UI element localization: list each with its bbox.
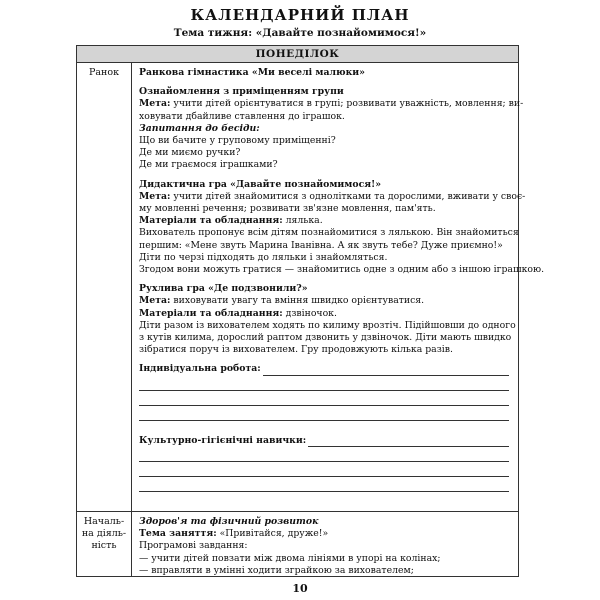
day-header: ПОНЕДІЛОК — [77, 46, 518, 63]
questions-label: Запитання до бесіди: — [139, 122, 260, 134]
familiarization-goal-cont: ховувати дбайливе ставлення до іграшок. — [139, 110, 345, 122]
column-divider — [131, 63, 132, 577]
page-number: 10 — [292, 582, 308, 595]
week-theme-value: «Давайте познайомимося!» — [255, 27, 427, 39]
question-item: Де ми миємо ручки? — [139, 147, 241, 159]
didactic-game-text: першим: «Мене звуть Марина Іванівна. А як звуть тебе? Дуже приємно!» — [139, 239, 503, 251]
didactic-game-materials: Матеріали та обладнання: лялька. — [139, 215, 323, 227]
active-game-text: зібратися поруч із вихователем. Гру продовжують кілька разів. — [139, 344, 453, 356]
active-game-heading: Рухлива гра «Де подзвонили?» — [139, 283, 308, 295]
hygiene-skills-field[interactable] — [139, 435, 509, 447]
plan-table — [76, 45, 545, 577]
morning-content — [139, 67, 545, 492]
row-divider — [77, 511, 518, 512]
hygiene-skills-label: Культурно-гігієнічні навички: — [139, 434, 307, 446]
familiarization-heading: Ознайомлення з приміщенням групи — [139, 86, 344, 98]
didactic-game-goal-cont: му мовленні речення; розвивати зв'язне мовлення, пам'ять. — [139, 203, 436, 215]
active-game-text: з кутів килима, дорослий раптом дзвонить у дзвіночок. Діти мають швидко — [139, 332, 512, 344]
lesson-tasks-label: Програмові завдання: — [139, 540, 248, 552]
week-theme-label: Тема тижня: — [173, 27, 253, 39]
lesson-task: — вправляти в умінні ходити зграйкою за вихователем; — [139, 564, 414, 576]
didactic-game-text: Вихователь пропонує всім дітям познайомитися з лялькою. Він знайомиться — [139, 227, 519, 239]
question-item: Де ми граємося іграшками? — [139, 159, 278, 171]
individual-work-label: Індивідуальна робота: — [139, 363, 261, 375]
individual-work-line[interactable] — [139, 376, 509, 391]
week-theme — [0, 27, 600, 39]
didactic-game-text: Згодом вони можуть гратися — знайомитись одне з одним або з іншою іграшкою. — [139, 264, 545, 276]
didactic-game-goal: Мета: учити дітей знайомитися з однолітками та дорослими, вживати у своє- — [139, 190, 526, 202]
page-title: КАЛЕНДАРНИЙ ПЛАН — [190, 6, 410, 24]
question-item: Що ви бачите у груповому приміщенні? — [139, 135, 336, 147]
morning-exercise: Ранкова гімнастика «Ми веселі малюки» — [139, 67, 365, 78]
didactic-game-heading: Дидактична гра «Давайте познайомимося!» — [139, 178, 382, 190]
lesson-label: Началь- на діяль- ність — [81, 516, 127, 551]
lesson-content — [139, 516, 513, 577]
active-game-materials: Матеріали та обладнання: дзвіночок. — [139, 307, 337, 319]
individual-work-line[interactable] — [263, 366, 509, 376]
individual-work-field[interactable] — [139, 363, 509, 375]
hygiene-skills-line[interactable] — [139, 477, 509, 492]
hygiene-skills-line[interactable] — [308, 437, 509, 447]
familiarization-goal: Мета: учити дітей орієнтуватися в групі; розвивати уважність, мовлення; ви- — [139, 98, 524, 110]
didactic-game-text: Діти по черзі підходять до ляльки і знайомляться. — [139, 251, 388, 263]
active-game-text: Діти разом із вихователем ходять по килиму врозтіч. Підійшовши до одного — [139, 319, 516, 331]
hygiene-skills-line[interactable] — [139, 447, 509, 462]
active-game-goal: Мета: виховувати увагу та вміння швидко орієнтуватися. — [139, 295, 425, 307]
morning-label: Ранок — [88, 67, 120, 78]
lesson-area: Здоров'я та фізичний розвиток — [139, 516, 319, 527]
hygiene-skills-line[interactable] — [139, 462, 509, 477]
lesson-topic: Тема заняття: «Привітайся, друже!» — [139, 528, 329, 540]
individual-work-line[interactable] — [139, 391, 509, 406]
individual-work-line[interactable] — [139, 406, 509, 421]
lesson-task: — учити дітей повзати між двома лініями в упорі на колінах; — [139, 552, 441, 564]
